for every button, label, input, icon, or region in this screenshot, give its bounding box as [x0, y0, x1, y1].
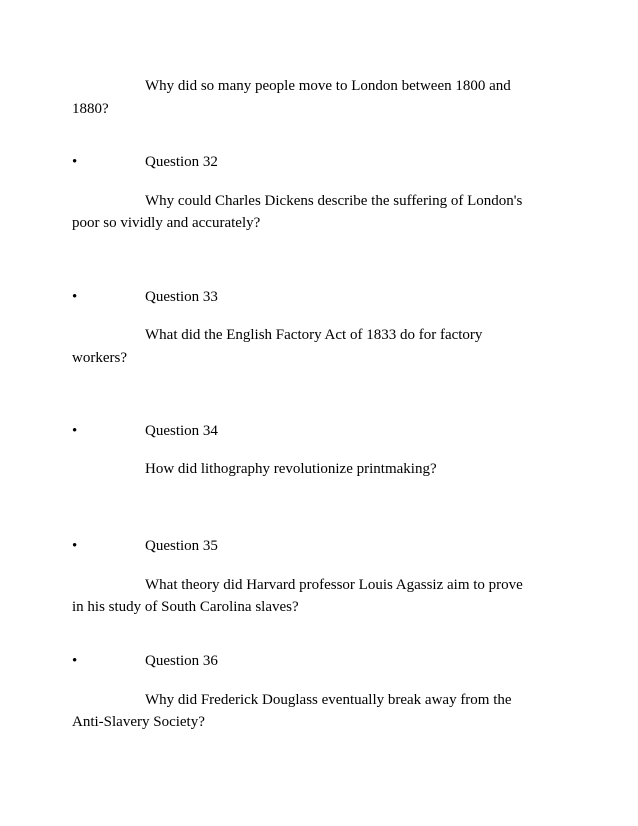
question-text-line: poor so vividly and accurately?	[72, 215, 261, 231]
question-text-line: Anti-Slavery Society?	[72, 714, 205, 730]
question-label: Question 34	[145, 423, 218, 439]
question-text-line: What did the English Factory Act of 1833 do for factory	[145, 327, 483, 343]
bullet: •	[72, 289, 78, 305]
question-label: Question 36	[145, 653, 218, 669]
bullet: •	[72, 423, 78, 439]
question-text-line: Why could Charles Dickens describe the suffering of London's	[145, 193, 523, 209]
question-label: Question 32	[145, 154, 218, 170]
question-text-line: What theory did Harvard professor Louis Agassiz aim to prove	[145, 577, 523, 593]
question-text-line: Why did Frederick Douglass eventually break away from the	[145, 692, 512, 708]
question-label: Question 35	[145, 538, 218, 554]
question-text-line: Why did so many people move to London between 1800 and	[145, 78, 511, 94]
question-text-line: How did lithography revolutionize printmaking?	[145, 461, 437, 477]
question-label: Question 33	[145, 289, 218, 305]
question-text-line: in his study of South Carolina slaves?	[72, 599, 299, 615]
bullet: •	[72, 653, 78, 669]
question-text-line: workers?	[72, 350, 127, 366]
question-text-line: 1880?	[72, 101, 109, 117]
bullet: •	[72, 154, 78, 170]
bullet: •	[72, 538, 78, 554]
